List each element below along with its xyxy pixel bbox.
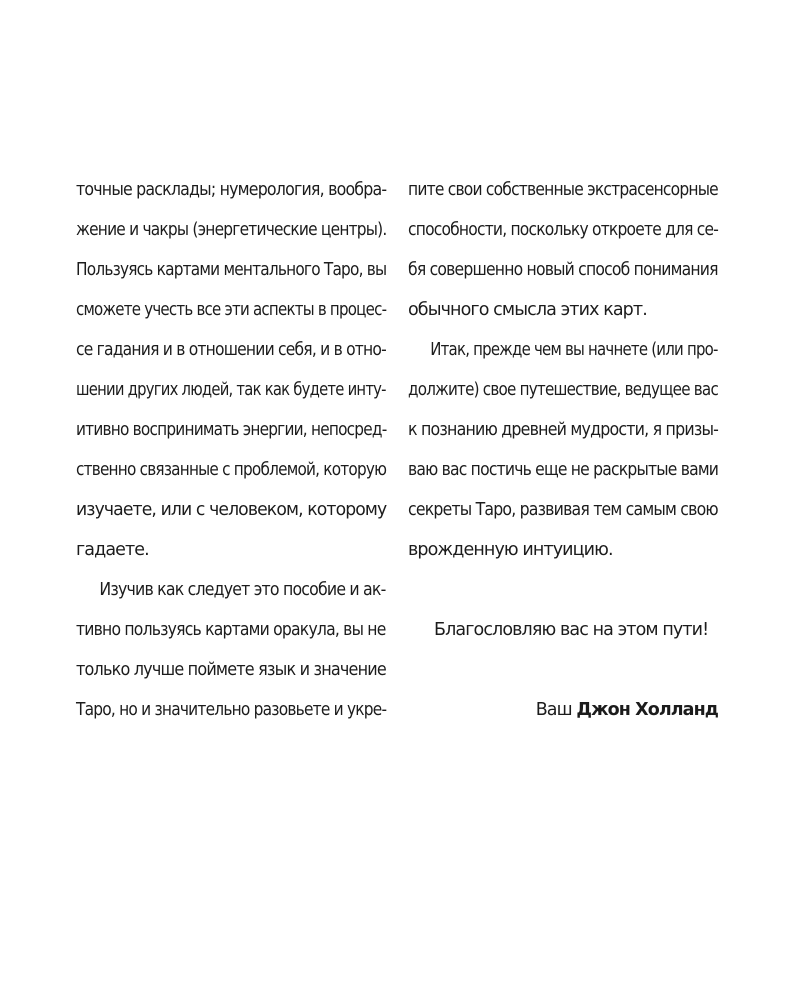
text-line: ственно связанные с проблемой, которую [76,460,387,480]
text-line: Таро, но и значительно разовьете и укре- [76,700,387,720]
text-line: жение и чакры (энергетические центры). [76,220,387,240]
text-line: шении других людей, так как будете инту- [76,380,386,400]
closing-line: Благословляю вас на этом пути! [434,620,709,640]
text-line: се гадания и в отношении себя, и в отно- [76,340,386,360]
text-line: врожденную интуицию. [408,540,613,560]
text-line: к познанию древней мудрости, я призы- [408,420,719,440]
text-line: ваю вас постичь еще не раскрытые вами [408,460,719,480]
blank-line [408,570,718,610]
text-line: точные расклады; нумерология, вообра- [76,180,387,200]
text-line: Пользуясь картами ментального Таро, вы [76,260,387,280]
text-line: должите) свое путешествие, ведущее вас [408,380,719,400]
blank-line [408,650,718,690]
text-line: бя совершенно новый способ понимания [408,260,718,280]
text-line: только лучше поймете язык и значение [76,660,386,680]
text-line: секреты Таро, развивая тем самым свою [408,500,718,520]
text-line: обычного смысла этих карт. [408,300,647,320]
text-line: сможете учесть все эти аспекты в процес- [76,300,387,320]
signature [408,690,718,730]
text-line: пите свои собственные экстрасенсорные [408,180,718,200]
text-line: тивно пользуясь картами оракула, вы не [76,620,386,640]
left-text-column [76,170,386,730]
text-line: гадаете. [76,540,149,560]
text-line: способности, поскольку откроете для се- [408,220,719,240]
signature-prefix: Ваш [535,700,572,720]
right-text-column [408,170,718,730]
paragraph-start-line: Итак, прежде чем вы начнете (или про- [430,340,718,360]
signature-name: Джон Холланд [576,700,718,720]
text-line: итивно воспринимать энергии, непосред- [76,420,387,440]
paragraph-start-line: Изучив как следует это пособие и ак- [99,580,386,600]
text-line: изучаете, или с человеком, которому [76,500,387,520]
